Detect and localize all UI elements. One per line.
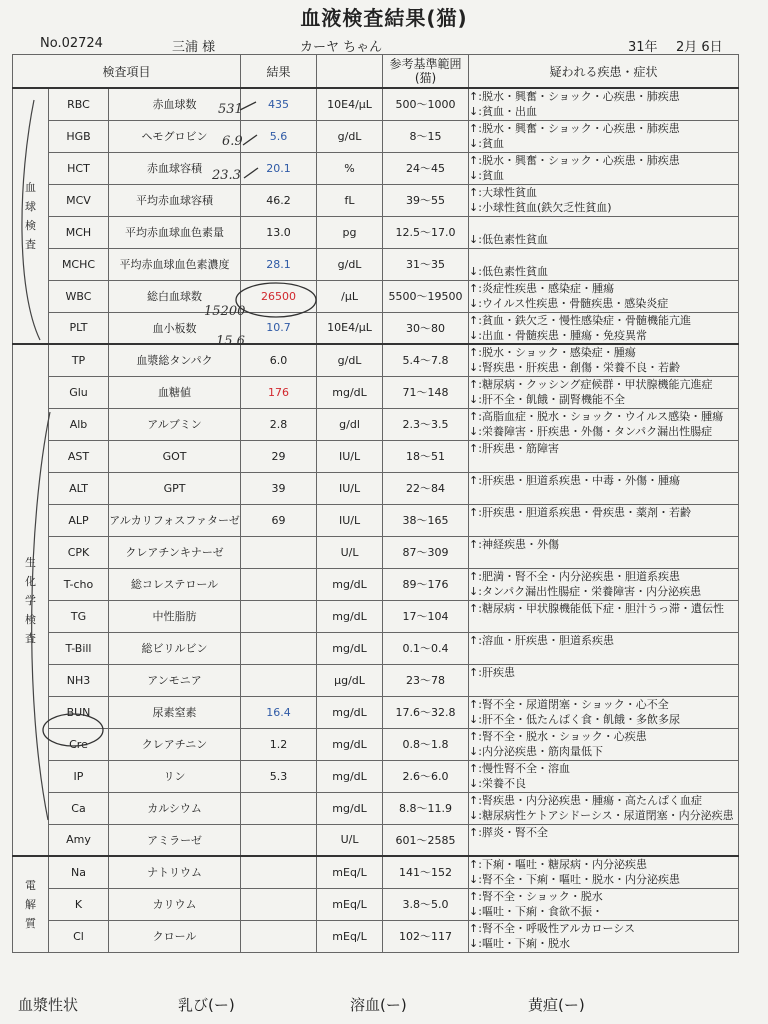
table-row	[13, 792, 739, 824]
decrease-conditions: ↓:出血・骨髄疾患・腫瘍・免疫異常	[469, 328, 647, 342]
handwritten-hct-prev: 23.3	[212, 168, 241, 183]
report-number: No.02724	[40, 36, 103, 51]
result-value: 20.1	[266, 161, 291, 175]
test-result	[241, 696, 317, 728]
test-result	[241, 568, 317, 600]
test-code: Ca	[49, 792, 109, 824]
decrease-conditions: ↓:貧血	[469, 137, 504, 150]
decrease-conditions	[469, 680, 738, 695]
col-disease-header: 疑われる疾患・症状	[469, 55, 739, 89]
decrease-conditions	[469, 488, 738, 503]
result-value: 13.0	[266, 225, 291, 239]
suspected-conditions	[469, 856, 739, 888]
decrease-conditions: ↓:ウイルス性疾患・骨髄疾患・感染炎症	[469, 297, 669, 310]
test-code: MCH	[49, 216, 109, 248]
test-code: AST	[49, 440, 109, 472]
reference-range: 2.6～6.0	[383, 760, 469, 792]
table-row	[13, 472, 739, 504]
increase-conditions: ↑:貧血・鉄欠乏・慢性感染症・骨髄機能亢進	[469, 313, 691, 327]
test-code: K	[49, 888, 109, 920]
suspected-conditions	[469, 344, 739, 376]
increase-conditions: ↑:脱水・ショック・感染症・腫瘍	[469, 346, 636, 360]
reference-range: 30～80	[383, 312, 469, 344]
test-code: Cl	[49, 920, 109, 952]
increase-conditions: ↑:肝疾患	[469, 666, 515, 679]
suspected-conditions	[469, 184, 739, 216]
decrease-conditions: ↓:腎疾患・肝疾患・創傷・栄養不良・若齢	[469, 361, 680, 375]
reference-range: 12.5～17.0	[383, 216, 469, 248]
test-name: 平均赤血球容積	[109, 184, 241, 216]
test-name: 赤血球数	[109, 88, 241, 120]
test-name: リン	[109, 760, 241, 792]
reference-range: 17～104	[383, 600, 469, 632]
test-result	[241, 664, 317, 696]
reference-range: 39～55	[383, 184, 469, 216]
test-unit: mEq/L	[317, 920, 383, 952]
reference-range: 18～51	[383, 440, 469, 472]
suspected-conditions	[469, 760, 739, 792]
report-title: 血液検査結果(猫)	[300, 6, 468, 30]
reference-range: 17.6～32.8	[383, 696, 469, 728]
reference-range: 71～148	[383, 376, 469, 408]
table-row	[13, 152, 739, 184]
decrease-conditions: ↓:タンパク漏出性腸症・栄養障害・内分泌疾患	[469, 585, 702, 598]
decrease-conditions	[469, 840, 738, 855]
test-result	[241, 504, 317, 536]
decrease-conditions: ↓:貧血	[469, 169, 504, 182]
result-value: 176	[268, 385, 290, 399]
test-unit: g/dL	[317, 248, 383, 280]
decrease-conditions: ↓:内分泌疾患・筋肉量低下	[469, 745, 603, 758]
reference-range: 0.1～0.4	[383, 632, 469, 664]
increase-conditions: ↑:脱水・興奮・ショック・心疾患・肺疾患	[469, 154, 680, 167]
handwritten-hgb-prev: 6.9	[222, 134, 243, 149]
test-unit: μg/dL	[317, 664, 383, 696]
test-unit: mg/dL	[317, 760, 383, 792]
test-result	[241, 344, 317, 376]
increase-conditions: ↑:脱水・興奮・ショック・心疾患・肺疾患	[469, 122, 680, 135]
test-unit: IU/L	[317, 504, 383, 536]
suspected-conditions	[469, 664, 739, 696]
reference-range: 0.8～1.8	[383, 728, 469, 760]
test-result	[241, 248, 317, 280]
test-name: ヘモグロビン	[109, 120, 241, 152]
test-result	[241, 88, 317, 120]
reference-range: 2.3～3.5	[383, 408, 469, 440]
test-unit: fL	[317, 184, 383, 216]
test-code: Cre	[49, 728, 109, 760]
test-unit: 10E4/μL	[317, 312, 383, 344]
increase-conditions: ↑:腎疾患・内分泌疾患・腫瘍・高たんぱく血症	[469, 794, 702, 807]
result-value: 46.2	[266, 193, 291, 207]
reference-range: 31～35	[383, 248, 469, 280]
col-result-header: 結果	[241, 55, 317, 89]
handwritten-plt-prev: 15.6	[216, 334, 245, 349]
table-row	[13, 728, 739, 760]
table-row	[13, 344, 739, 376]
table-row	[13, 888, 739, 920]
reference-range: 102～117	[383, 920, 469, 952]
test-result	[241, 792, 317, 824]
icterus-value: 黄疸(ー)	[528, 996, 585, 1014]
test-result	[241, 152, 317, 184]
table-row	[13, 216, 739, 248]
increase-conditions: ↑:腎不全・尿道閉塞・ショック・心不全	[469, 698, 669, 711]
increase-conditions: ↑:炎症性疾患・感染症・腫瘍	[469, 282, 614, 295]
table-row	[13, 760, 739, 792]
lipemia-value: 乳び(ー)	[178, 996, 235, 1014]
increase-conditions: ↑:溶血・肝疾患・胆道系疾患	[469, 634, 614, 647]
test-unit: g/dL	[317, 120, 383, 152]
suspected-conditions	[469, 248, 739, 280]
test-unit: U/L	[317, 824, 383, 856]
test-code: TG	[49, 600, 109, 632]
table-row	[13, 280, 739, 312]
table-row	[13, 568, 739, 600]
increase-conditions	[469, 217, 738, 232]
reference-range: 5.4～7.8	[383, 344, 469, 376]
test-result	[241, 312, 317, 344]
table-row	[13, 88, 739, 120]
test-code: PLT	[49, 312, 109, 344]
test-name: カルシウム	[109, 792, 241, 824]
test-unit: mg/dL	[317, 792, 383, 824]
test-name: カリウム	[109, 888, 241, 920]
test-result	[241, 632, 317, 664]
suspected-conditions	[469, 696, 739, 728]
owner-name: 三浦 様	[172, 40, 216, 55]
table-row	[13, 504, 739, 536]
test-name: GOT	[109, 440, 241, 472]
decrease-conditions: ↓:貧血・出血	[469, 105, 537, 119]
table-row	[13, 536, 739, 568]
suspected-conditions	[469, 568, 739, 600]
report-date: 2月 6日	[676, 40, 723, 55]
handwritten-rbc-prev: 531	[218, 102, 243, 117]
test-name: クレアチニン	[109, 728, 241, 760]
plasma-label: 血漿性状	[18, 996, 79, 1014]
decrease-conditions	[469, 456, 738, 471]
table-row	[13, 664, 739, 696]
test-result	[241, 824, 317, 856]
suspected-conditions	[469, 312, 739, 344]
test-code: HGB	[49, 120, 109, 152]
suspected-conditions	[469, 280, 739, 312]
increase-conditions: ↑:肝疾患・胆道系疾患・骨疾患・薬剤・若齢	[469, 506, 691, 519]
increase-conditions: ↑:腎不全・ショック・脱水	[469, 890, 603, 903]
plasma-properties	[12, 990, 738, 1016]
table-row	[13, 120, 739, 152]
test-name: 平均赤血球血色素量	[109, 216, 241, 248]
suspected-conditions	[469, 792, 739, 824]
table-row	[13, 856, 739, 888]
test-code: MCHC	[49, 248, 109, 280]
suspected-conditions	[469, 408, 739, 440]
reference-range: 5500～19500	[383, 280, 469, 312]
suspected-conditions	[469, 504, 739, 536]
test-name: 尿素窒素	[109, 696, 241, 728]
table-row	[13, 248, 739, 280]
increase-conditions	[469, 249, 738, 264]
test-result	[241, 728, 317, 760]
test-name: 中性脂肪	[109, 600, 241, 632]
result-value: 435	[268, 97, 290, 111]
test-name: ナトリウム	[109, 856, 241, 888]
increase-conditions: ↑:肝疾患・筋障害	[469, 442, 559, 455]
test-unit: 10E4/μL	[317, 88, 383, 120]
increase-conditions: ↑:脱水・興奮・ショック・心疾患・肺疾患	[469, 90, 680, 104]
test-result	[241, 536, 317, 568]
increase-conditions: ↑:腎不全・呼吸性アルカローシス	[469, 922, 635, 935]
table-row	[13, 440, 739, 472]
decrease-conditions	[469, 648, 738, 663]
table-row	[13, 824, 739, 856]
test-result	[241, 440, 317, 472]
test-result	[241, 472, 317, 504]
test-code: CPK	[49, 536, 109, 568]
test-name: 平均赤血球血色素濃度	[109, 248, 241, 280]
test-code: WBC	[49, 280, 109, 312]
reference-range: 141～152	[383, 856, 469, 888]
test-result	[241, 408, 317, 440]
test-code: Alb	[49, 408, 109, 440]
test-name: 総ビリルビン	[109, 632, 241, 664]
increase-conditions: ↑:大球性貧血	[469, 186, 537, 199]
test-name: 総白血球数	[109, 280, 241, 312]
test-name: 血漿総タンパク	[109, 344, 241, 376]
hemolysis-value: 溶血(ー)	[350, 996, 407, 1014]
suspected-conditions	[469, 216, 739, 248]
suspected-conditions	[469, 152, 739, 184]
test-result	[241, 280, 317, 312]
suspected-conditions	[469, 536, 739, 568]
reference-range: 38～165	[383, 504, 469, 536]
suspected-conditions	[469, 920, 739, 952]
test-code: Glu	[49, 376, 109, 408]
test-code: ALP	[49, 504, 109, 536]
result-value: 2.8	[269, 417, 288, 431]
results-table	[12, 54, 739, 953]
test-unit: mg/dL	[317, 632, 383, 664]
result-value: 39	[271, 481, 286, 495]
result-value: 26500	[261, 289, 297, 303]
increase-conditions: ↑:神経疾患・外傷	[469, 538, 559, 551]
table-row	[13, 600, 739, 632]
increase-conditions: ↑:膵炎・腎不全	[469, 825, 548, 839]
col-unit-header	[317, 55, 383, 89]
increase-conditions: ↑:糖尿病・甲状腺機能低下症・胆汁うっ滞・遺伝性	[469, 602, 724, 615]
increase-conditions: ↑:下痢・嘔吐・糖尿病・内分泌疾患	[469, 858, 647, 872]
test-unit: /μL	[317, 280, 383, 312]
test-code: MCV	[49, 184, 109, 216]
test-result	[241, 376, 317, 408]
table-row	[13, 376, 739, 408]
increase-conditions: ↑:腎不全・脱水・ショック・心疾患	[469, 730, 647, 743]
test-name: GPT	[109, 472, 241, 504]
test-code: Amy	[49, 824, 109, 856]
test-code: BUN	[49, 696, 109, 728]
test-name: 赤血球容積	[109, 152, 241, 184]
test-result	[241, 120, 317, 152]
suspected-conditions	[469, 88, 739, 120]
test-unit: mEq/L	[317, 888, 383, 920]
result-value: 69	[271, 513, 286, 527]
result-value: 5.6	[269, 129, 288, 143]
test-name: アミラーゼ	[109, 824, 241, 856]
biochem-test-group-label: 生 化 学 検 査	[13, 344, 49, 856]
test-code: TP	[49, 344, 109, 376]
reference-range: 23～78	[383, 664, 469, 696]
increase-conditions: ↑:肝疾患・胆道系疾患・中毒・外傷・腫瘍	[469, 474, 680, 487]
increase-conditions: ↑:肥満・腎不全・内分泌疾患・胆道系疾患	[469, 570, 680, 583]
test-name: アルブミン	[109, 408, 241, 440]
result-value: 16.4	[266, 705, 291, 719]
reference-range: 8～15	[383, 120, 469, 152]
decrease-conditions: ↓:低色素性貧血	[469, 265, 548, 278]
table-row	[13, 920, 739, 952]
decrease-conditions: ↓:栄養不良	[469, 777, 526, 790]
suspected-conditions	[469, 728, 739, 760]
test-result	[241, 760, 317, 792]
reference-range: 8.8～11.9	[383, 792, 469, 824]
test-unit: g/dl	[317, 408, 383, 440]
result-value: 5.3	[269, 769, 288, 783]
test-result	[241, 920, 317, 952]
test-unit: U/L	[317, 536, 383, 568]
table-row	[13, 184, 739, 216]
test-unit: mg/dL	[317, 568, 383, 600]
decrease-conditions: ↓:糖尿病性ケトアシドーシス・尿道閉塞・内分泌疾患	[469, 809, 734, 822]
decrease-conditions: ↓:低色素性貧血	[469, 233, 548, 246]
reference-range: 24～45	[383, 152, 469, 184]
reference-range: 87～309	[383, 536, 469, 568]
test-unit: g/dL	[317, 344, 383, 376]
decrease-conditions	[469, 616, 738, 631]
decrease-conditions: ↓:小球性貧血(鉄欠乏性貧血)	[469, 201, 612, 214]
test-code: NH3	[49, 664, 109, 696]
table-row	[13, 632, 739, 664]
test-unit: IU/L	[317, 440, 383, 472]
result-value: 10.7	[266, 321, 291, 335]
test-name: クレアチンキナーゼ	[109, 536, 241, 568]
decrease-conditions	[469, 520, 738, 535]
test-code: T-cho	[49, 568, 109, 600]
decrease-conditions: ↓:肝不全・飢餓・副腎機能不全	[469, 393, 625, 406]
decrease-conditions	[469, 552, 738, 567]
table-row	[13, 696, 739, 728]
reference-range: 500～1000	[383, 88, 469, 120]
test-unit: %	[317, 152, 383, 184]
reference-range: 3.8～5.0	[383, 888, 469, 920]
blood-test-group-label: 血 球 検 査	[13, 88, 49, 344]
suspected-conditions	[469, 472, 739, 504]
report-year: 31年	[628, 40, 658, 55]
test-code: HCT	[49, 152, 109, 184]
test-name: アンモニア	[109, 664, 241, 696]
test-code: IP	[49, 760, 109, 792]
reference-range: 22～84	[383, 472, 469, 504]
table-row	[13, 312, 739, 344]
test-result	[241, 216, 317, 248]
test-unit: pg	[317, 216, 383, 248]
pet-name: カーヤ ちゃん	[300, 40, 383, 55]
test-code: Na	[49, 856, 109, 888]
col-range-header: 参考基準範囲 (猫)	[383, 55, 469, 89]
increase-conditions: ↑:糖尿病・クッシング症候群・甲状腺機能亢進症	[469, 378, 713, 391]
increase-conditions: ↑:慢性腎不全・溶血	[469, 762, 570, 775]
decrease-conditions: ↓:肝不全・低たんぱく食・飢餓・多飲多尿	[469, 713, 680, 726]
test-name: 総コレステロール	[109, 568, 241, 600]
test-result	[241, 600, 317, 632]
suspected-conditions	[469, 120, 739, 152]
result-value: 29	[271, 449, 286, 463]
suspected-conditions	[469, 632, 739, 664]
decrease-conditions: ↓:嘔吐・下痢・食欲不振・	[469, 905, 603, 918]
suspected-conditions	[469, 824, 739, 856]
result-value: 28.1	[266, 257, 291, 271]
test-result	[241, 856, 317, 888]
test-result	[241, 184, 317, 216]
decrease-conditions: ↓:嘔吐・下痢・脱水	[469, 937, 570, 950]
electrolyte-test-group-label: 電 解 質	[13, 856, 49, 952]
test-code: T-Bill	[49, 632, 109, 664]
test-unit: mg/dL	[317, 600, 383, 632]
reference-range: 601～2585	[383, 824, 469, 856]
suspected-conditions	[469, 888, 739, 920]
handwritten-wbc-prev: 15200	[204, 304, 246, 319]
test-code: RBC	[49, 88, 109, 120]
test-code: ALT	[49, 472, 109, 504]
suspected-conditions	[469, 376, 739, 408]
test-unit: mEq/L	[317, 856, 383, 888]
decrease-conditions: ↓:腎不全・下痢・嘔吐・脱水・内分泌疾患	[469, 873, 680, 887]
increase-conditions: ↑:高脂血症・脱水・ショック・ウイルス感染・腫瘍	[469, 410, 724, 423]
col-item-header: 検査項目	[13, 55, 241, 89]
suspected-conditions	[469, 440, 739, 472]
table-row	[13, 408, 739, 440]
test-name: 血小板数	[109, 312, 241, 344]
suspected-conditions	[469, 600, 739, 632]
test-name: 血糖値	[109, 376, 241, 408]
test-unit: mg/dL	[317, 376, 383, 408]
test-result	[241, 888, 317, 920]
decrease-conditions: ↓:栄養障害・肝疾患・外傷・タンパク漏出性腸症	[469, 425, 713, 438]
test-unit: mg/dL	[317, 728, 383, 760]
reference-range: 89～176	[383, 568, 469, 600]
result-value: 6.0	[269, 353, 288, 367]
result-value: 1.2	[269, 737, 288, 751]
test-name: クロール	[109, 920, 241, 952]
test-name: アルカリフォスファターゼ	[109, 504, 241, 536]
test-unit: mg/dL	[317, 696, 383, 728]
test-unit: IU/L	[317, 472, 383, 504]
